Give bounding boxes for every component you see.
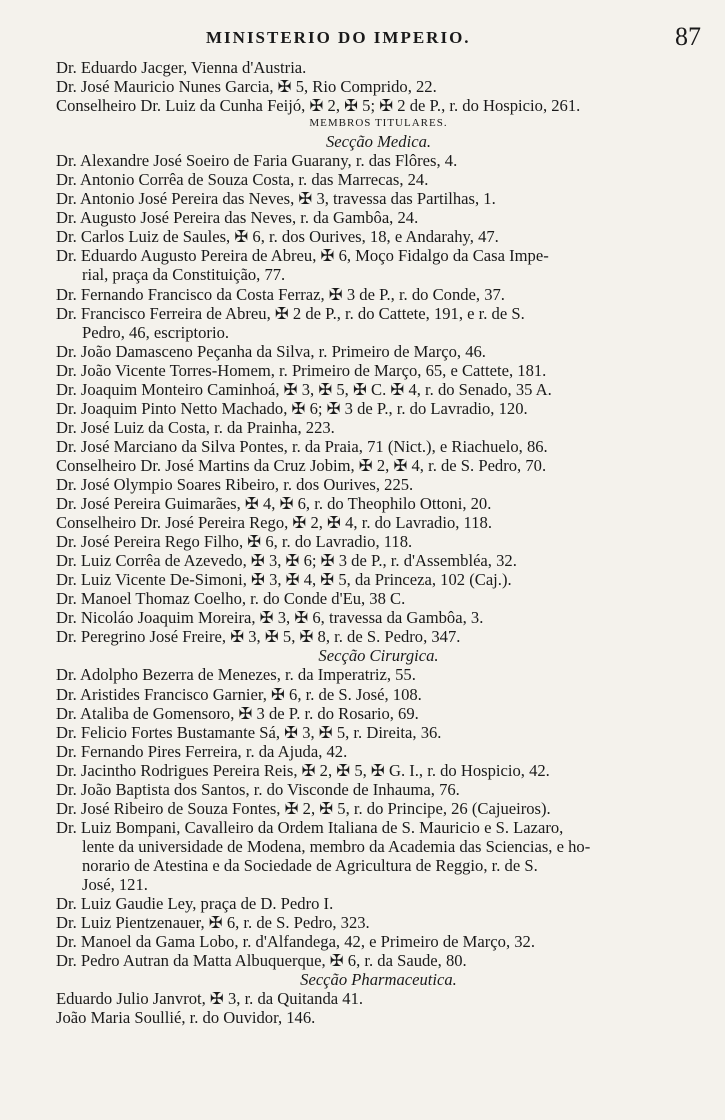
- text-line: Dr. Fernando Pires Ferreira, r. da Ajuda, 42.: [56, 741, 348, 761]
- text-line: Secção Cirurgica.: [318, 646, 439, 666]
- text-line: MEMBROS TITULARES.: [309, 117, 448, 130]
- text-line: Dr. Ataliba de Gomensoro, ✠ 3 de P. r. do Rosario, 69.: [56, 703, 419, 723]
- text-line: Eduardo Julio Janvrot, ✠ 3, r. da Quitanda 41.: [56, 989, 364, 1009]
- text-line: Dr. Alexandre José Soeiro de Faria Guarany, r. das Flôres, 4.: [56, 151, 458, 171]
- body-text: [56, 58, 701, 1027]
- text-line: norario de Atestina e da Sociedade de Agricultura de Reggio, r. de S.: [82, 855, 538, 875]
- text-line: Conselheiro Dr. José Martins da Cruz Jobim, ✠ 2, ✠ 4, r. de S. Pedro, 70.: [56, 455, 547, 475]
- text-line: Dr. Aristides Francisco Garnier, ✠ 6, r. de S. José, 108.: [56, 684, 422, 704]
- text-line: Secção Medica.: [325, 132, 432, 152]
- text-line: Dr. Felicio Fortes Bustamante Sá, ✠ 3, ✠ 5, r. Direita, 36.: [56, 722, 442, 742]
- text-line: Conselheiro Dr. Luiz da Cunha Feijó, ✠ 2, ✠ 5; ✠ 2 de P., r. do Hospicio, 261.: [56, 96, 581, 116]
- text-line: Pedro, 46, escriptorio.: [82, 322, 230, 342]
- text-line: Dr. Adolpho Bezerra de Menezes, r. da Imperatriz, 55.: [56, 665, 416, 685]
- text-line: Dr. José Ribeiro de Souza Fontes, ✠ 2, ✠ 5, r. do Principe, 26 (Cajueiros).: [56, 798, 551, 818]
- text-line: Dr. Luiz Bompani, Cavalleiro da Ordem Italiana de S. Mauricio e S. Lazaro,: [56, 817, 564, 837]
- text-line: Dr. Augusto José Pereira das Neves, r. da Gambôa, 24.: [56, 208, 419, 228]
- text-line: Dr. Fernando Francisco da Costa Ferraz, ✠ 3 de P., r. do Conde, 37.: [56, 284, 505, 304]
- text-line: Dr. Luiz Vicente De-Simoni, ✠ 3, ✠ 4, ✠ 5, da Princeza, 102 (Caj.).: [56, 570, 512, 590]
- text-line: Dr. Carlos Luiz de Saules, ✠ 6, r. dos Ourives, 18, e Andarahy, 47.: [56, 227, 499, 247]
- text-line: Dr. Joaquim Monteiro Caminhoá, ✠ 3, ✠ 5, ✠ C. ✠ 4, r. do Senado, 35 A.: [56, 379, 552, 399]
- text-line: Dr. Antonio Corrêa de Souza Costa, r. das Marrecas, 24.: [56, 170, 429, 190]
- text-line: Dr. Joaquim Pinto Netto Machado, ✠ 6; ✠ 3 de P., r. do Lavradio, 120.: [56, 398, 528, 418]
- text-line: Secção Pharmaceutica.: [300, 970, 457, 990]
- page-header: [56, 22, 701, 58]
- text-line: Dr. Jacintho Rodrigues Pereira Reis, ✠ 2, ✠ 5, ✠ G. I., r. do Hospicio, 42.: [56, 760, 550, 780]
- text-line: Dr. José Pereira Rego Filho, ✠ 6, r. do Lavradio, 118.: [56, 532, 413, 552]
- text-line: rial, praça da Constituição, 77.: [82, 265, 286, 285]
- text-line: José, 121.: [82, 874, 148, 894]
- text-line: Dr. José Pereira Guimarães, ✠ 4, ✠ 6, r. do Theophilo Ottoni, 20.: [56, 494, 492, 514]
- text-line: Dr. José Marciano da Silva Pontes, r. da Praia, 71 (Nict.), e Riachuelo, 86.: [56, 436, 548, 456]
- text-line: Dr. José Mauricio Nunes Garcia, ✠ 5, Rio Comprido, 22.: [56, 77, 437, 97]
- text-line: Dr. Peregrino José Freire, ✠ 3, ✠ 5, ✠ 8, r. de S. Pedro, 347.: [56, 627, 461, 647]
- text-line: Dr. Francisco Ferreira de Abreu, ✠ 2 de P., r. do Cattete, 191, e r. de S.: [56, 303, 525, 323]
- text-line: Dr. Eduardo Augusto Pereira de Abreu, ✠ 6, Moço Fidalgo da Casa Impe-: [56, 246, 549, 266]
- text-line: Dr. José Olympio Soares Ribeiro, r. dos Ourives, 225.: [56, 474, 414, 494]
- text-line: Dr. Eduardo Jacger, Vienna d'Austria.: [56, 58, 307, 77]
- text-line: Dr. João Baptista dos Santos, r. do Visconde de Inhauma, 76.: [56, 779, 460, 799]
- text-line: Dr. Luiz Gaudie Ley, praça de D. Pedro I.: [56, 894, 334, 914]
- text-line: Dr. Luiz Pientzenauer, ✠ 6, r. de S. Pedro, 323.: [56, 913, 370, 933]
- text-line: lente da universidade de Modena, membro da Academia das Sciencias, e ho-: [82, 836, 591, 856]
- text-line: Dr. Manoel Thomaz Coelho, r. do Conde d'Eu, 38 C.: [56, 589, 406, 609]
- text-line: Dr. João Damasceno Peçanha da Silva, r. Primeiro de Março, 46.: [56, 341, 486, 361]
- text-line: Dr. Manoel da Gama Lobo, r. d'Alfandega, 42, e Primeiro de Março, 32.: [56, 932, 536, 952]
- text-line: Dr. Antonio José Pereira das Neves, ✠ 3, travessa das Partilhas, 1.: [56, 189, 496, 209]
- running-title: MINISTERIO DO IMPERIO.: [206, 28, 471, 47]
- text-line: Dr. Nicoláo Joaquim Moreira, ✠ 3, ✠ 6, travessa da Gambôa, 3.: [56, 608, 484, 628]
- page-number: 87: [675, 22, 701, 51]
- text-line: Dr. Luiz Corrêa de Azevedo, ✠ 3, ✠ 6; ✠ 3 de P., r. d'Assembléa, 32.: [56, 551, 517, 571]
- text-line: Conselheiro Dr. José Pereira Rego, ✠ 2, ✠ 4, r. do Lavradio, 118.: [56, 513, 492, 533]
- text-line: Dr. João Vicente Torres-Homem, r. Primeiro de Março, 65, e Cattete, 181.: [56, 360, 547, 380]
- text-line: Dr. Pedro Autran da Matta Albuquerque, ✠ 6, r. da Saude, 80.: [56, 951, 467, 971]
- text-line: Dr. José Luiz da Costa, r. da Prainha, 223.: [56, 417, 335, 437]
- text-line: João Maria Soullié, r. do Ouvidor, 146.: [56, 1008, 316, 1028]
